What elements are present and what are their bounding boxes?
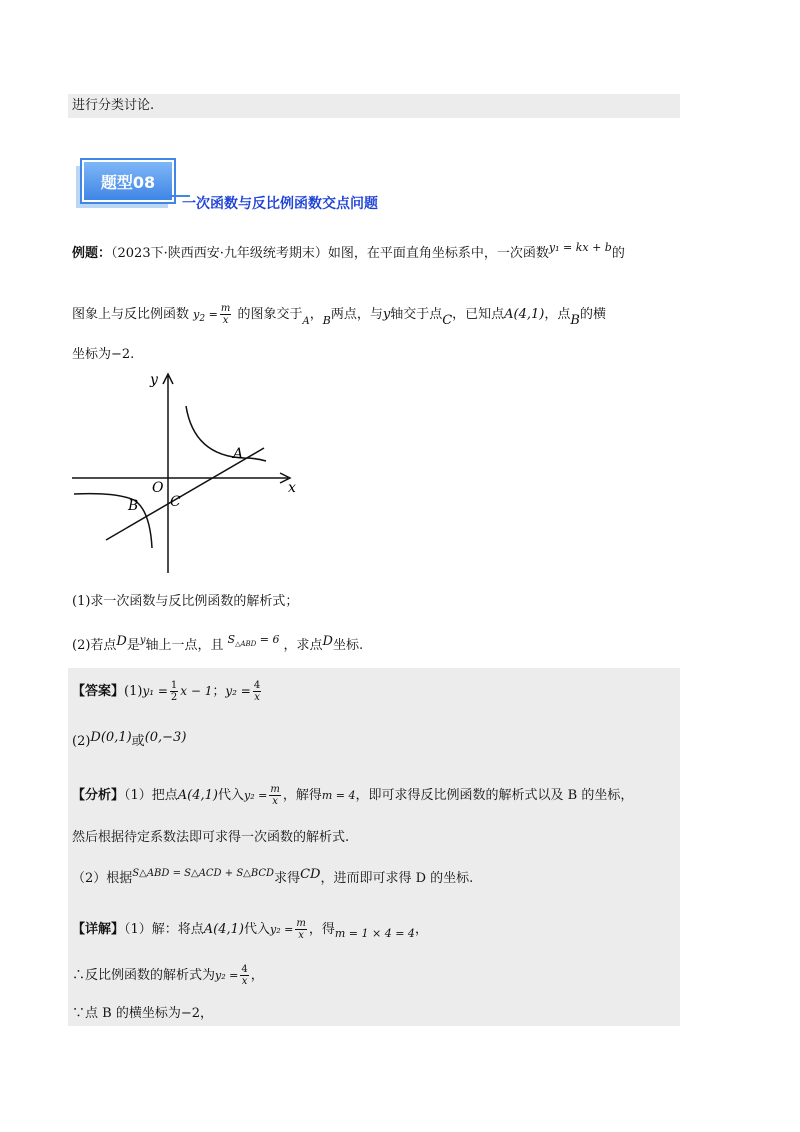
point-a-coords: A(4,1): [177, 788, 219, 803]
y2-fraction: $\frac{m}{x}$: [220, 303, 231, 326]
analysis-label: 【分析】: [72, 788, 125, 803]
point-d-label: D: [322, 634, 333, 649]
y2-label: y₂ =: [225, 684, 251, 698]
text-span: 图象上与反比例函数: [72, 307, 190, 322]
fraction-numerator: 4: [253, 680, 261, 691]
text-span: 求得: [274, 871, 301, 886]
answer-y1-rest: x − 1: [180, 684, 213, 698]
y2-label: $y_2$ =: [193, 308, 218, 324]
point-b-label: B: [322, 314, 331, 327]
analysis-line-3: [72, 864, 473, 889]
analysis-line-2: 然后根据待定系数法即可求得一次函数的解析式.: [72, 830, 350, 845]
text-span: （1）解：将点: [124, 922, 204, 937]
point-a-label: A: [302, 316, 310, 327]
text-span: 代入: [218, 788, 245, 803]
fraction-denominator: x: [241, 976, 248, 987]
fraction-numerator: 1: [170, 680, 178, 691]
fraction-denominator: x: [298, 930, 304, 941]
example-line-3: 坐标为−2.: [72, 347, 135, 362]
fraction-denominator: x: [272, 796, 278, 807]
text-span: ，进而即可求得 D 的坐标.: [320, 871, 474, 886]
top-note: 进行分类讨论.: [72, 98, 155, 113]
point-d-label: D: [116, 634, 127, 649]
point-a-coords: A(4,1): [504, 307, 545, 322]
y2-label: y₂ =: [270, 923, 294, 936]
m-value: m = 4: [321, 789, 356, 802]
y2-label: y₂ =: [215, 969, 239, 982]
hyperbola-branch-q1: [186, 406, 266, 461]
y1-label: y₁ =: [142, 684, 168, 698]
text-span: 的横: [579, 307, 606, 322]
detail-fraction-2: [240, 964, 248, 987]
area-symbol: S: [227, 633, 236, 646]
answer-d-value: D(0,1): [90, 730, 132, 745]
text-span: ，: [250, 968, 264, 983]
area-subscript: △ABD: [235, 640, 257, 648]
fraction-numerator: m: [296, 918, 306, 929]
question-1: (1)求一次函数与反比例函数的解析式；: [72, 594, 299, 609]
analysis-line-1: [72, 784, 633, 807]
detail-line-1: [72, 918, 428, 944]
answer-y2-fraction: [253, 680, 261, 703]
text-span: ；: [212, 684, 226, 699]
fraction-numerator: m: [270, 784, 280, 795]
answer-d-alt: (0,−3): [144, 730, 187, 745]
y-axis-label: y: [150, 372, 158, 388]
point-c-label: C: [170, 494, 181, 510]
m-calculation: m = 1 × 4 = 4: [334, 927, 415, 940]
y-label: y: [139, 635, 146, 646]
section-title: 一次函数与反比例函数交点问题: [182, 196, 378, 212]
answer-line-1: [72, 680, 263, 703]
text-span: ，得: [308, 922, 335, 937]
section-badge: 题型08: [82, 160, 174, 202]
text-span: 是: [126, 638, 140, 653]
example-label: 例题：: [72, 246, 112, 261]
text-span: 的图象交于: [237, 307, 303, 322]
cd-label: CD: [300, 867, 321, 882]
fraction-denominator: x: [254, 692, 260, 703]
y-label: y: [382, 307, 391, 322]
point-b-label: B: [570, 313, 580, 328]
text-span: （2）根据: [72, 871, 133, 886]
question-2: [72, 630, 363, 656]
x-axis-label: x: [288, 480, 296, 496]
example-after-y1: 的: [611, 246, 625, 261]
text-span: (2): [72, 734, 91, 749]
text-span: ，: [309, 307, 323, 322]
point-a-coords: A(4,1): [203, 922, 245, 937]
text-span: ，: [414, 922, 428, 937]
point-b-label: B: [128, 498, 139, 514]
text-span: ∴反比例函数的解析式为: [72, 968, 216, 983]
text-span: ，点: [544, 307, 571, 322]
text-span: 轴交于点: [390, 307, 443, 322]
example-line-1: [72, 238, 625, 264]
detail-line-3: ∵点 B 的横坐标为−2，: [72, 1006, 213, 1021]
example-line-2: [72, 303, 606, 332]
text-span: 两点，与: [330, 307, 383, 322]
point-c-label: C: [442, 313, 453, 328]
text-span: （1）把点: [124, 788, 178, 803]
area-value: = 6: [259, 633, 280, 646]
detail-line-2: [72, 964, 264, 987]
fraction-numerator: 4: [241, 964, 248, 975]
answer-y1-fraction: [170, 680, 178, 703]
origin-label: O: [152, 480, 164, 496]
answer-label: 【答案】: [72, 684, 125, 699]
area-expression: [228, 633, 280, 646]
text-span: (1): [124, 684, 143, 699]
detail-label: 【详解】: [72, 922, 125, 937]
text-span: ，求点: [283, 638, 323, 653]
coordinate-figure: [66, 368, 306, 580]
text-span: ，已知点: [452, 307, 505, 322]
text-span: 轴上一点，且: [145, 638, 224, 653]
text-span: (2)若点: [72, 638, 117, 653]
text-span: 代入: [244, 922, 271, 937]
y1-expression: y₁ = kx + b: [548, 241, 612, 254]
analysis-fraction: [269, 784, 280, 807]
y2-label: y₂ =: [244, 789, 268, 802]
text-span: ，即可求得反比例函数的解析式以及 B 的坐标，: [355, 788, 634, 803]
example-source: （2023下·陕西西安·九年级统考期末）如图，在平面直角坐标系中，一次函数: [111, 246, 549, 261]
text-span: 或: [131, 734, 145, 749]
answer-line-2: [72, 728, 186, 752]
area-formula: S△ABD = S△ACD + S△BCD: [132, 868, 275, 879]
point-a-label: A: [233, 446, 244, 462]
detail-fraction: [295, 918, 306, 941]
top-note-block: [68, 94, 680, 118]
fraction-denominator: 2: [170, 692, 178, 703]
text-span: 坐标.: [332, 638, 364, 653]
text-span: ，解得: [282, 788, 322, 803]
